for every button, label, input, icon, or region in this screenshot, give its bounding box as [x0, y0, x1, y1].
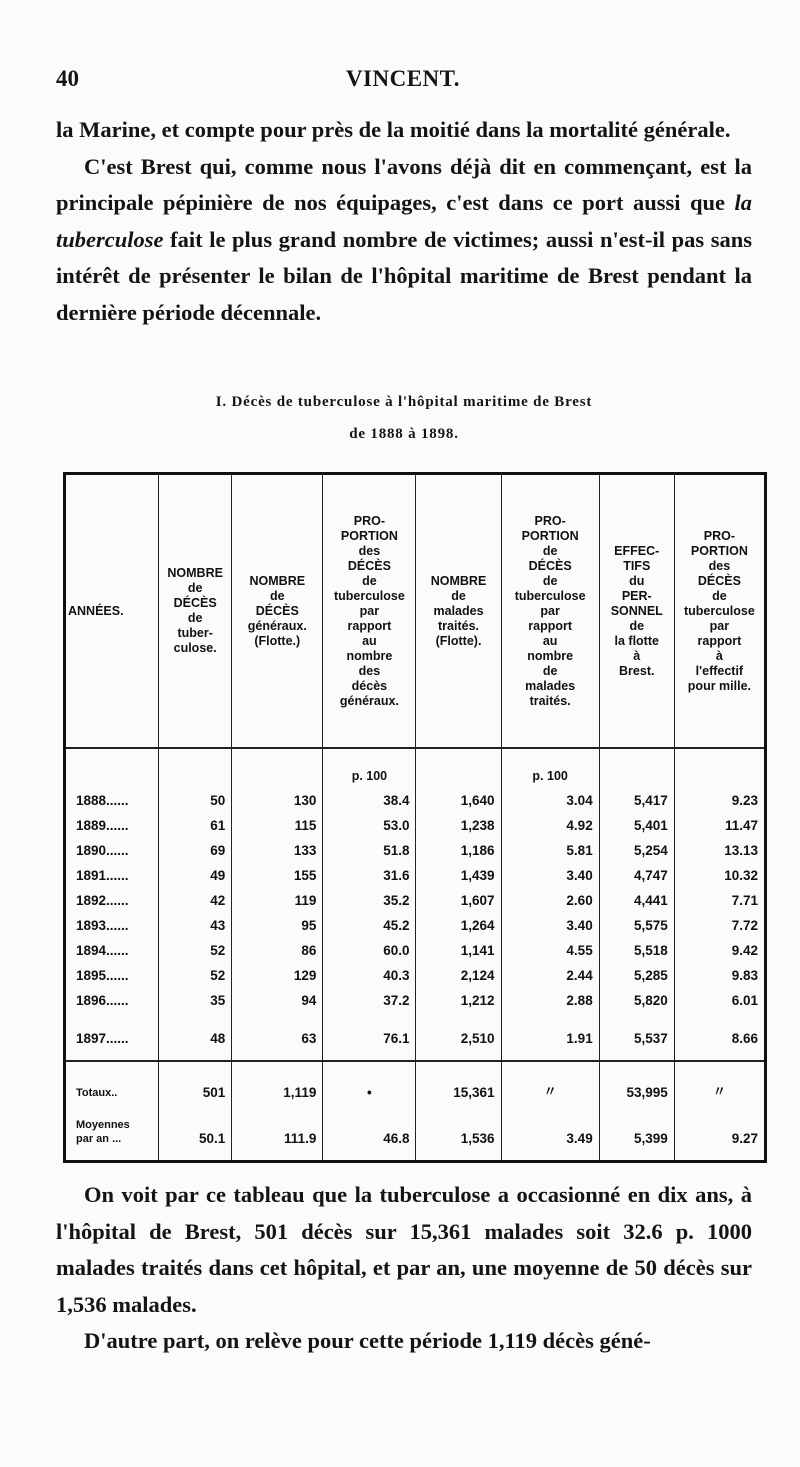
table-cell: 15,361	[416, 1061, 501, 1100]
table-cell: 〃	[501, 1061, 599, 1100]
table-cell: 5,575	[599, 908, 674, 933]
table-cell: 60.0	[323, 933, 416, 958]
table-cell: •	[323, 1061, 416, 1100]
table-cell: 5,254	[599, 833, 674, 858]
table-row	[65, 883, 766, 908]
table-cell: 4.55	[501, 933, 599, 958]
intro-text-b: fait le plus grand nombre de victimes; aussi n'est-il pas sans intérêt de présenter le bilan de l'hôpital maritime de Brest pendant la dernière période décennale.	[56, 226, 752, 325]
table-cell: 1,536	[416, 1100, 501, 1162]
table-cell: 9.83	[731, 968, 758, 983]
year-cell: 1888......	[65, 783, 159, 808]
averages-label: Moyennes par an ...	[65, 1100, 159, 1162]
table-cell: 7.72	[731, 918, 758, 933]
col-header-general-deaths: NOMBRE de DÉCÈS généraux. (Flotte.)	[232, 474, 323, 749]
table-cell: 52	[159, 958, 232, 983]
table-cell: 46.8	[323, 1100, 416, 1162]
table-cell: 94	[232, 983, 323, 1008]
table-cell: 5,401	[599, 808, 674, 833]
table-cell: 3.49	[501, 1100, 599, 1162]
table-cell: 3.04	[501, 783, 599, 808]
col-header-personnel: EFFEC- TIFS du PER- SONNEL de la flotte à Brest.	[599, 474, 674, 749]
table-heading	[56, 385, 752, 449]
table-cell: 1,439	[416, 858, 501, 883]
table-cell: 111.9	[232, 1100, 323, 1162]
table-cell: 2.44	[501, 958, 599, 983]
closing-paragraph-continued: D'autre part, on relève pour cette période 1,119 décès géné-	[84, 1328, 651, 1353]
table-cell: 6.01	[731, 993, 758, 1008]
page-number: 40	[56, 66, 79, 91]
table-cell: 42	[159, 883, 232, 908]
table-cell: 31.6	[323, 858, 416, 883]
table-cell: 52	[159, 933, 232, 958]
table-cell: 61	[159, 808, 232, 833]
table-cell: 5.81	[501, 833, 599, 858]
running-header	[56, 66, 750, 100]
table-cell: 3.40	[501, 908, 599, 933]
table-cell: 4,441	[599, 883, 674, 908]
table-cell: 43	[159, 908, 232, 933]
table-cell: 9.23	[731, 793, 758, 808]
table-cell: 53.0	[323, 808, 416, 833]
table-cell: 7.71	[731, 893, 758, 908]
table-heading-title: I. Décès de tuberculose à l'hôpital maritime de Brest	[215, 394, 593, 410]
table-cell: 5,399	[599, 1100, 674, 1162]
table-cell: 51.8	[323, 833, 416, 858]
table-cell: 8.66	[731, 1031, 758, 1046]
table-row	[65, 808, 766, 833]
table-row	[65, 958, 766, 983]
unit-cell	[232, 748, 323, 783]
table-cell: 4.92	[501, 808, 599, 833]
intro-paragraph-1: la Marine, et compte pour près de la moitié dans la mortalité générale.	[56, 117, 731, 142]
table-cell: 45.2	[323, 908, 416, 933]
table-cell: 10.32	[724, 868, 758, 883]
table-cell: 1,141	[416, 933, 501, 958]
intro-paragraph-2	[56, 149, 752, 332]
year-cell: 1895......	[65, 958, 159, 983]
unit-cell	[65, 748, 159, 783]
table-cell: 37.2	[323, 983, 416, 1008]
table-header-row	[65, 474, 766, 749]
unit-cell	[416, 748, 501, 783]
running-title: VINCENT.	[345, 66, 461, 91]
table-cell: 1.91	[501, 1008, 599, 1061]
table-cell: 53,995	[599, 1061, 674, 1100]
unit-cell: p. 100	[501, 748, 599, 783]
table-cell: 95	[232, 908, 323, 933]
table-heading-years: de 1888 à 1898.	[349, 426, 459, 442]
table-cell: 1,640	[416, 783, 501, 808]
table-cell: 115	[232, 808, 323, 833]
table-cell: 9.42	[731, 943, 758, 958]
table-row	[65, 983, 766, 1008]
year-cell: 1891......	[65, 858, 159, 883]
table-row	[65, 933, 766, 958]
table-cell: 35.2	[323, 883, 416, 908]
col-header-years: ANNÉES.	[65, 474, 159, 749]
table-cell: 11.47	[724, 818, 758, 833]
unit-cell	[599, 748, 674, 783]
table-cell: 130	[232, 783, 323, 808]
table-cell: 1,212	[416, 983, 501, 1008]
closing-text	[56, 1177, 752, 1360]
table-row	[65, 833, 766, 858]
italic-term: la tuberculose	[56, 190, 752, 252]
col-header-tb-per-mille: PRO- PORTION des DÉCÈS de tuberculose par rapport à l'effectif pour mille.	[674, 474, 765, 749]
table-cell: 38.4	[323, 783, 416, 808]
table-cell: 1,238	[416, 808, 501, 833]
year-cell: 1893......	[65, 908, 159, 933]
table-cell: 155	[232, 858, 323, 883]
table-cell: 86	[232, 933, 323, 958]
year-cell: 1892......	[65, 883, 159, 908]
col-header-tb-proportion-deaths: PRO- PORTION des DÉCÈS de tuberculose par rapport au nombre des décès généraux.	[323, 474, 416, 749]
year-cell: 1897......	[65, 1008, 159, 1061]
year-cell: 1894......	[65, 933, 159, 958]
table-cell: 5,417	[599, 783, 674, 808]
col-header-patients: NOMBRE de malades traités. (Flotte).	[416, 474, 501, 749]
col-header-tb-proportion-patients: PRO- PORTION de DÉCÈS de tuberculose par rapport au nombre de malades traités.	[501, 474, 599, 749]
table-cell: 13.13	[724, 843, 758, 858]
table-cell: 1,264	[416, 908, 501, 933]
table-cell: 〃	[674, 1061, 765, 1100]
table-cell: 2.88	[501, 983, 599, 1008]
col-header-tb-deaths: NOMBRE de DÉCÈS de tuber- culose.	[159, 474, 232, 749]
table-cell: 2,510	[416, 1008, 501, 1061]
unit-row	[65, 748, 766, 783]
unit-cell: p. 100	[323, 748, 416, 783]
table-cell: 1,186	[416, 833, 501, 858]
table-cell: 119	[232, 883, 323, 908]
totals-label: Totaux..	[65, 1061, 159, 1100]
table-heading-line-2	[56, 417, 752, 449]
table-cell: 5,518	[599, 933, 674, 958]
averages-row	[65, 1100, 766, 1162]
table-row	[65, 858, 766, 883]
table-cell: 2.60	[501, 883, 599, 908]
closing-paragraph: On voit par ce tableau que la tuberculose a occasionné en dix ans, à l'hôpital de Brest, 501 décès sur 15,361 malades soit 32.6 p. 1000 malades traités dans cet hôpital, et par an, une moyenne de 50 décès sur 1,536 malades.	[56, 1182, 752, 1317]
intro-text-a: C'est Brest qui, comme nous l'avons déjà dit en commençant, est la principale pépinière de nos équipages, c'est dans ce port aussi que	[56, 153, 752, 215]
year-cell: 1889......	[65, 808, 159, 833]
table-cell: 501	[159, 1061, 232, 1100]
table-cell: 1,607	[416, 883, 501, 908]
table-cell: 48	[159, 1008, 232, 1061]
table-row	[65, 908, 766, 933]
table-cell: 49	[159, 858, 232, 883]
table-cell: 129	[232, 958, 323, 983]
table-cell: 63	[232, 1008, 323, 1061]
table-cell: 35	[159, 983, 232, 1008]
totals-row	[65, 1061, 766, 1100]
table-cell: 50	[159, 783, 232, 808]
year-cell: 1896......	[65, 983, 159, 1008]
table-cell: 1,119	[232, 1061, 323, 1100]
table-cell: 5,537	[599, 1008, 674, 1061]
mortality-table	[63, 472, 767, 1163]
table-cell: 2,124	[416, 958, 501, 983]
table-row	[65, 1008, 766, 1061]
table-cell: 50.1	[159, 1100, 232, 1162]
table-cell: 69	[159, 833, 232, 858]
unit-cell	[674, 748, 765, 783]
table-heading-line-1	[56, 385, 752, 417]
table-cell: 40.3	[323, 958, 416, 983]
table-cell: 4,747	[599, 858, 674, 883]
intro-text	[56, 112, 752, 331]
table-cell: 76.1	[323, 1008, 416, 1061]
unit-cell	[159, 748, 232, 783]
table-cell: 133	[232, 833, 323, 858]
table-cell: 5,285	[599, 958, 674, 983]
year-cell: 1890......	[65, 833, 159, 858]
table-cell: 3.40	[501, 858, 599, 883]
table-cell: 9.27	[731, 1131, 758, 1146]
table-cell: 5,820	[599, 983, 674, 1008]
table-row	[65, 783, 766, 808]
